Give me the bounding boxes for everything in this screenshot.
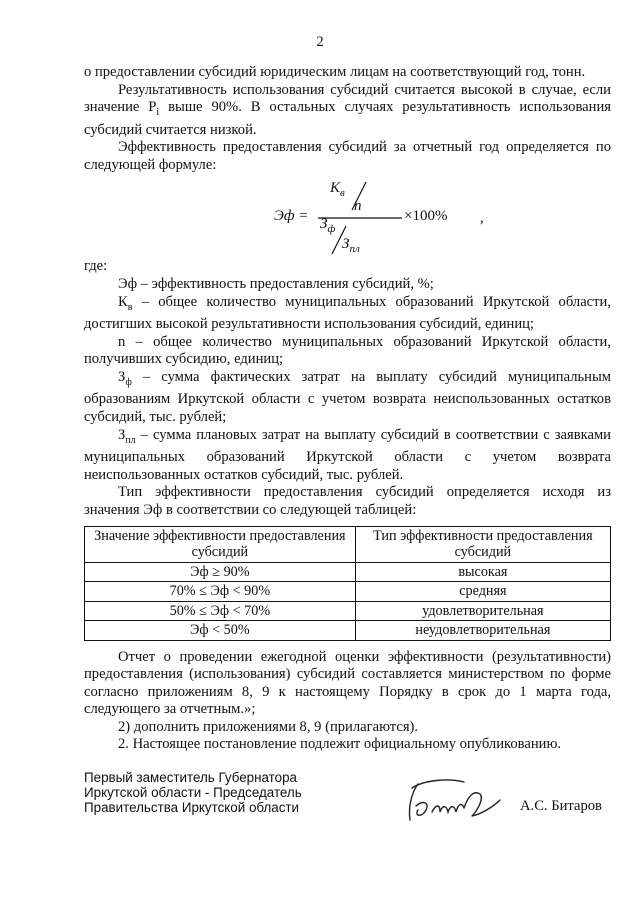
table-row (85, 621, 611, 641)
table-header-cell: Значение эффективности предоставления субсидий (85, 526, 356, 562)
position-line: Первый заместитель Губернатора (84, 770, 297, 785)
table-cell: Эф ≥ 90% (85, 562, 356, 582)
table-header-cell: Тип эффективности предоставления субсидий (355, 526, 610, 562)
position-line: Иркутской области - Председатель (84, 785, 302, 800)
paragraph-text: Эффективность предоставления субсидий за отчетный год определяется по следующей формуле: (84, 139, 611, 173)
subscript: пл (349, 243, 360, 256)
signature-block (84, 770, 624, 830)
formula-n: n (354, 198, 362, 215)
table-cell: Эф < 50% (85, 621, 356, 641)
efficiency-formula (84, 178, 611, 256)
subscript: в (127, 301, 133, 313)
formula-zpl (342, 236, 360, 259)
symbol: К (118, 293, 128, 310)
table-cell: высокая (355, 562, 610, 582)
symbol: З (118, 426, 126, 443)
symbol: З (320, 216, 328, 233)
definition-text: Эф – эффективность предоставления субсидий, %; (118, 276, 434, 293)
definition-text: n – общее количество муниципальных образований Иркутской области, получивших субсидию, единиц; (84, 333, 611, 368)
definition-text: – сумма плановых затрат на выплату субсидий в соответствии с заявками муниципальных образований Иркутской области с учетом возврата неиспользованных остатков субсидий, тыс. рублей. (84, 426, 611, 483)
definition-ef (84, 276, 611, 294)
paragraph-text: Тип эффективности предоставления субсидий определяется исходя из значения Эф в соответствии со следующей таблицей: (84, 484, 611, 518)
definition-zf (84, 369, 611, 427)
signatory-name: А.С. Битаров (520, 798, 602, 814)
subscript: ф (327, 223, 336, 236)
paragraph-text: выше 90%. В остальных случаях результативность использования субсидий считается низкой. (84, 99, 611, 138)
page-number: 2 (316, 34, 324, 50)
symbol: З (118, 368, 126, 385)
symbol: З (342, 236, 350, 253)
paragraph-text: 2. Настоящее постановление подлежит официальному опубликованию. (118, 736, 562, 753)
paragraph-text: Отчет о проведении ежегодной оценки эффективности (результативности) предоставления (использования) субсидий составляется министерством по форме согласно приложениям 8, 9 к настоящему Порядку в срок до 1 марта года, следующего за отчетным.»; (84, 648, 611, 718)
paragraph-continuation (84, 64, 611, 82)
formula-zf (320, 216, 335, 239)
paragraph-result (84, 82, 611, 140)
table-cell: средняя (355, 582, 610, 602)
formula-lhs: Эф = (274, 208, 309, 225)
formula-comma: , (480, 210, 484, 227)
paragraph-text: Результативность использования субсидий считается высокой в случае, если значение Р (84, 81, 611, 116)
signatory-position (84, 770, 302, 815)
table-cell: удовлетворительная (355, 601, 610, 621)
formula-mult: ×100% (404, 208, 448, 225)
where-label: где: (84, 258, 108, 275)
table-row (85, 562, 611, 582)
subscript: i (156, 107, 160, 119)
efficiency-table (84, 526, 611, 641)
symbol: К (330, 180, 340, 197)
handwritten-signature-icon (402, 776, 512, 836)
paragraph-appendix (84, 719, 611, 737)
paragraph-type (84, 484, 611, 519)
paragraph-publication (84, 736, 611, 754)
document-body (84, 64, 611, 754)
paragraph-text: о предоставлении субсидий юридическим лицам на соответствующий год, тонн. (84, 64, 586, 80)
table-row (85, 601, 611, 621)
definition-text: – сумма фактических затрат на выплату субсидий муниципальным образованиям Иркутской области с учетом возврата неиспользованных остатков субсидий, тыс. рублей; (84, 368, 611, 426)
position-line: Правительства Иркутской области (84, 800, 300, 815)
paragraph-report (84, 649, 611, 719)
definition-kv (84, 294, 611, 334)
table-row (85, 582, 611, 602)
table-cell: 70% ≤ Эф < 90% (85, 582, 356, 602)
paragraph-formula-intro (84, 139, 611, 174)
table-cell: неудовлетворительная (355, 621, 610, 641)
formula-kv (330, 180, 345, 203)
subscript: пл (125, 434, 136, 446)
definition-n (84, 334, 611, 369)
table-header-row (85, 526, 611, 562)
subscript: в (339, 187, 345, 200)
definition-zpl (84, 427, 611, 485)
definition-text: – общее количество муниципальных образований Иркутской области, достигших высокой результативности использования субсидий, единиц; (84, 293, 611, 333)
subscript: ф (125, 376, 132, 388)
paragraph-text: 2) дополнить приложениями 8, 9 (прилагаются). (118, 718, 419, 735)
table-cell: 50% ≤ Эф < 70% (85, 601, 356, 621)
